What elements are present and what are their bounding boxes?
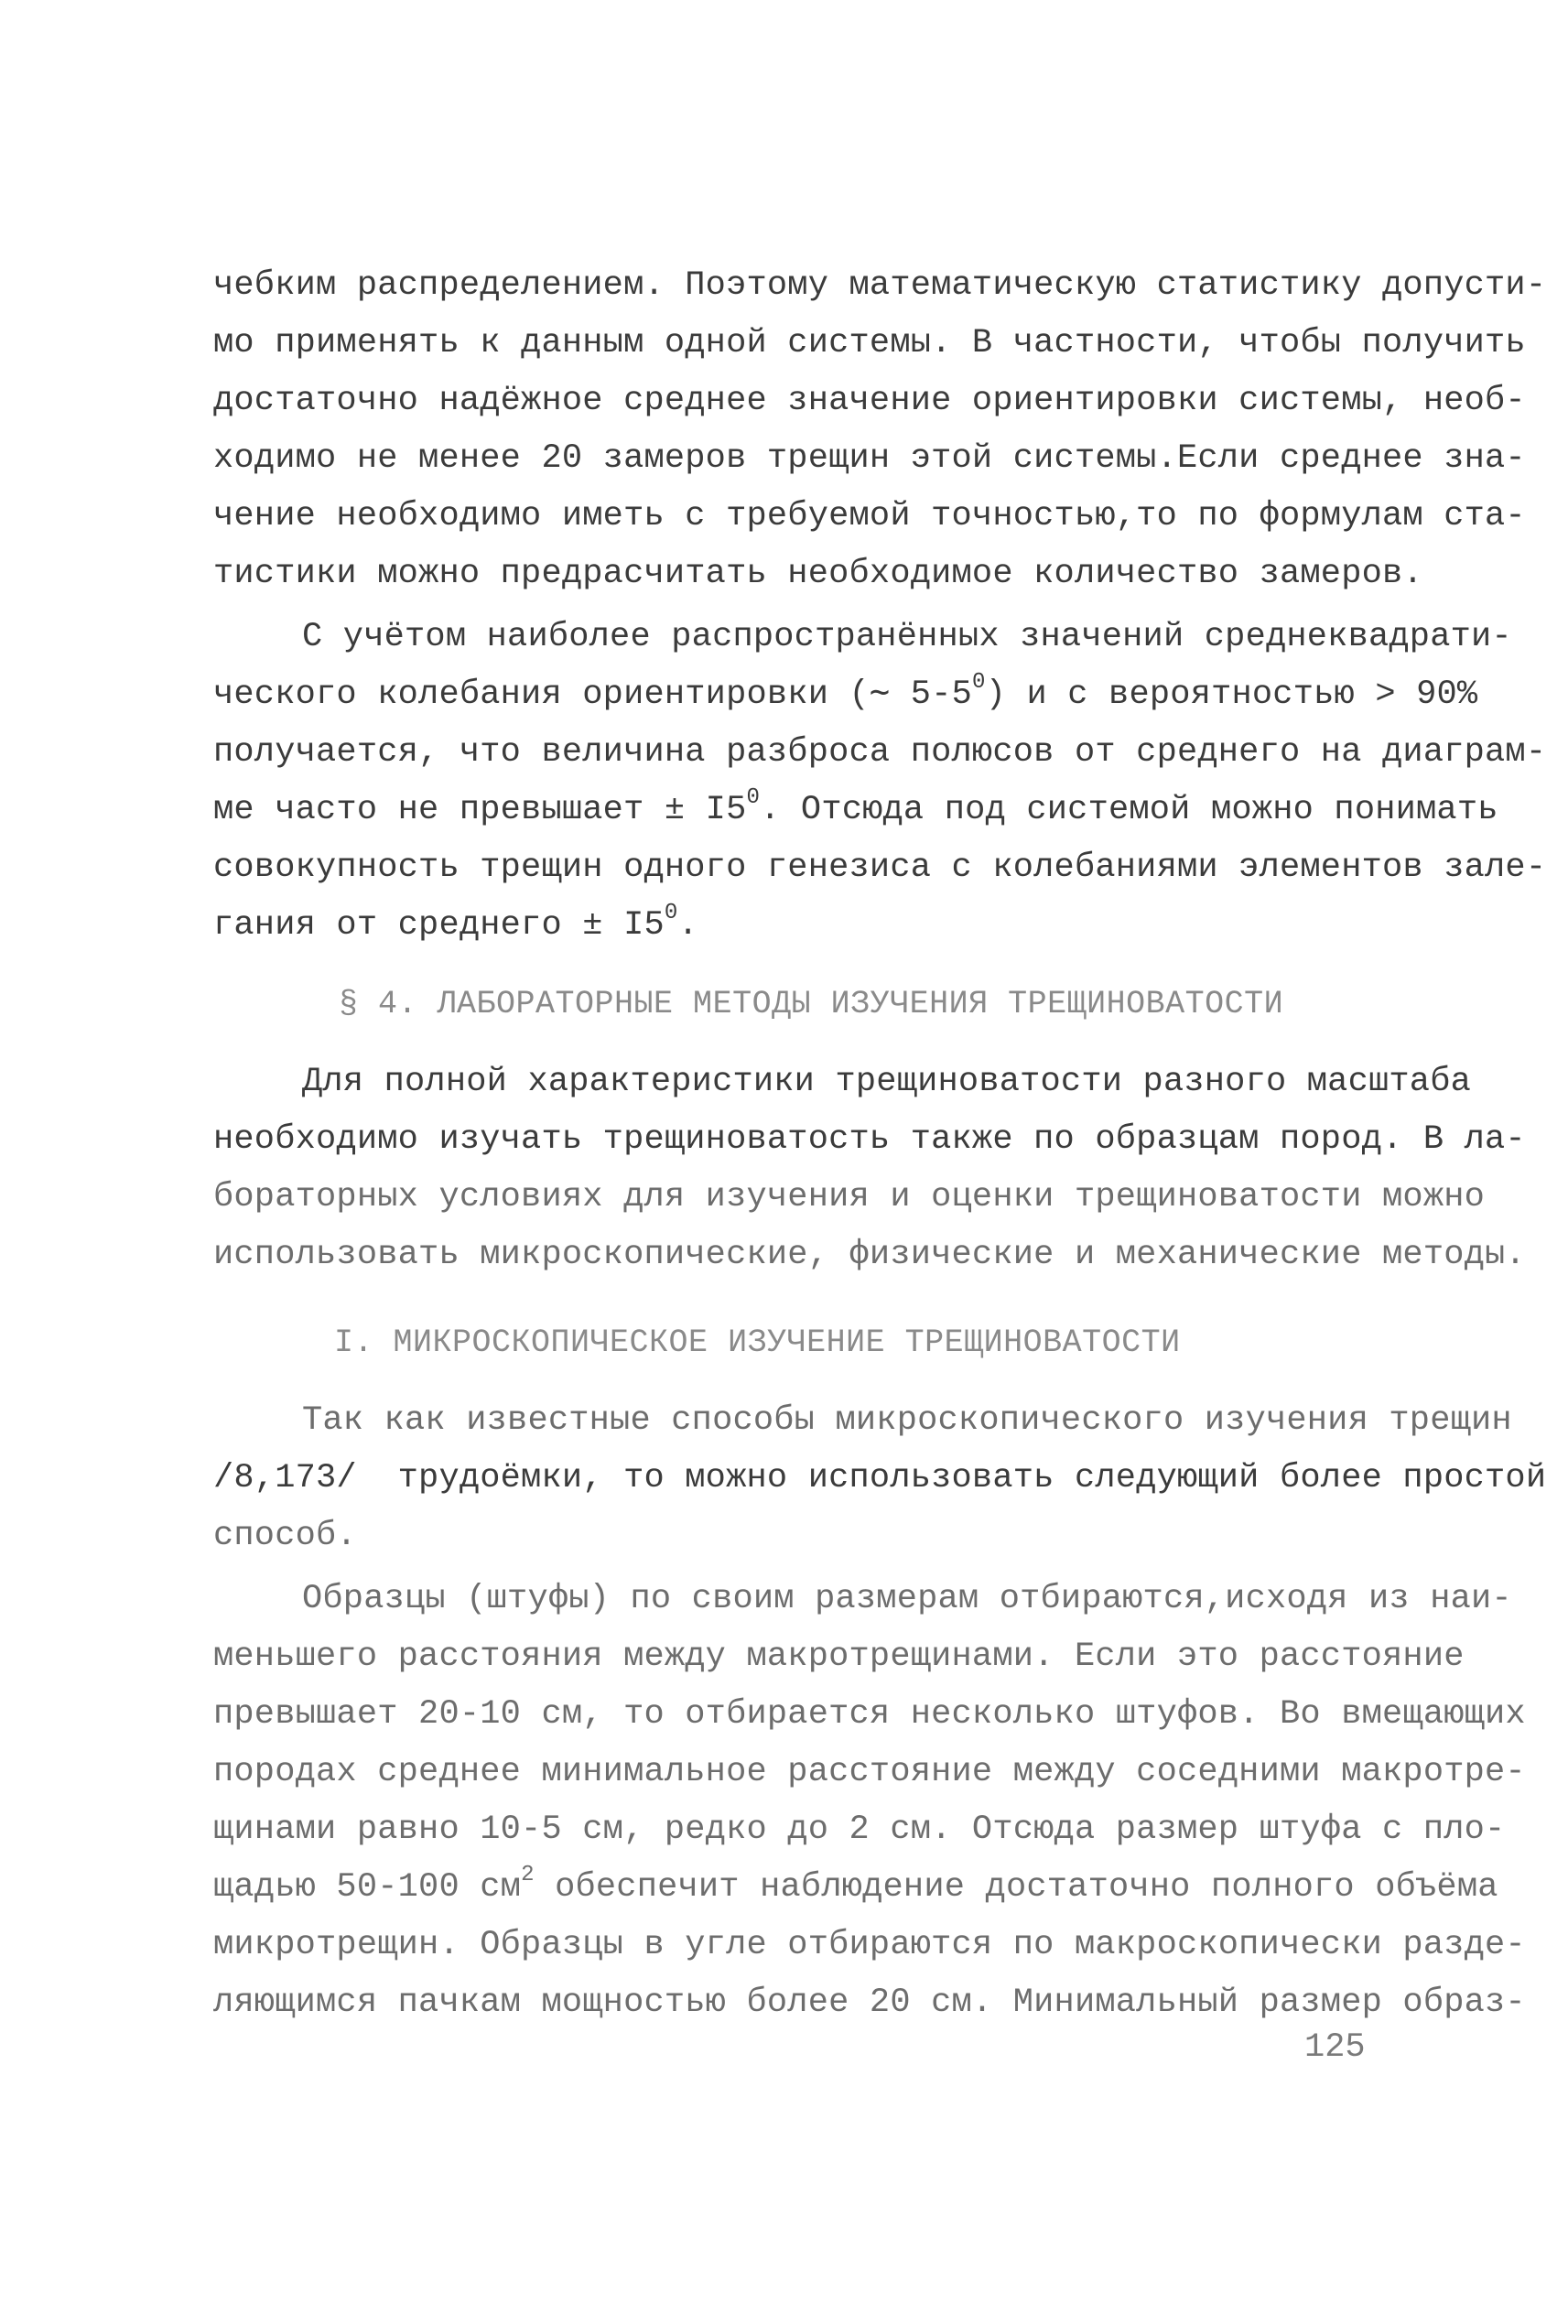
text-line: способ. xyxy=(213,1517,357,1555)
superscript-degree: 0 xyxy=(972,669,986,695)
text-line: чение необходимо иметь с требуемой точностью,то по формулам ста- xyxy=(213,497,1526,535)
superscript-degree: 0 xyxy=(664,900,678,925)
text-line: чебким распределением. Поэтому математическую статистику допусти- xyxy=(213,266,1547,305)
text-segment: ) и с вероятностью xyxy=(985,676,1376,714)
section-heading: § 4. ЛАБОРАТОРНЫЕ МЕТОДЫ ИЗУЧЕНИЯ ТРЕЩИНОВАТОСТИ xyxy=(339,986,1284,1022)
text-line: необходимо изучать трещиноватость также по образцам пород. В ла- xyxy=(213,1120,1526,1159)
text-line: использовать микроскопические, физические и механические методы. xyxy=(213,1236,1526,1274)
text-segment: обеспечит наблюдение достаточно полного объёма xyxy=(534,1868,1498,1907)
text-line: тистики можно предрасчитать необходимое количество замеров. xyxy=(213,555,1423,593)
text-line: ходимо не менее 20 замеров трещин этой системы.Если среднее зна- xyxy=(213,439,1526,478)
text-line-with-formula xyxy=(213,669,1478,715)
text-line: Так как известные способы микроскопического изучения трещин xyxy=(302,1401,1512,1440)
text-segment: щадью 50-100 см xyxy=(213,1868,522,1907)
text-line: /8,173/ трудоёмки, то можно использовать следующий более простой xyxy=(213,1459,1547,1497)
text-line-with-formula xyxy=(213,1862,1498,1908)
greater-than-symbol: > xyxy=(1375,676,1396,714)
text-line-with-formula xyxy=(213,784,1498,830)
text-segment: . xyxy=(677,906,698,945)
text-line: Для полной характеристики трещиноватости разного масштаба xyxy=(302,1063,1472,1101)
text-segment: ческого колебания ориентировки ( xyxy=(213,676,870,714)
text-line-with-formula xyxy=(213,900,698,946)
text-line: получается, что величина разброса полюсов от среднего на диаграм- xyxy=(213,733,1547,772)
text-line: породах среднее минимальное расстояние между соседними макротре- xyxy=(213,1753,1526,1791)
text-segment: . Отсюда под системой можно понимать xyxy=(760,791,1498,829)
text-line: меньшего расстояния между макротрещинами. Если это расстояние xyxy=(213,1638,1465,1676)
text-line: ляющимся пачкам мощностью более 20 см. Минимальный размер образ- xyxy=(213,1984,1526,2022)
text-line: Образцы (штуфы) по своим размерам отбираются,исходя из наи- xyxy=(302,1580,1512,1618)
text-line: превышает 20-10 см, то отбирается несколько штуфов. Во вмещающих xyxy=(213,1695,1526,1734)
text-line: щинами равно 10-5 см, редко до 2 см. Отсюда размер штуфа с пло- xyxy=(213,1811,1506,1849)
superscript-squared: 2 xyxy=(521,1862,535,1887)
superscript-degree: 0 xyxy=(746,784,761,810)
approx-symbol: ∼ xyxy=(869,676,891,714)
text-line: бораторных условиях для изучения и оценки трещиноватости можно xyxy=(213,1178,1486,1216)
text-segment: 90% xyxy=(1395,676,1478,714)
text-line: совокупность трещин одного генезиса с колебаниями элементов зале- xyxy=(213,849,1547,887)
text-line: микротрещин. Образцы в угле отбираются по макроскопически разде- xyxy=(213,1926,1526,1964)
text-segment: ме часто не превышает ± I5 xyxy=(213,791,747,829)
text-line: мо применять к данным одной системы. В частности, чтобы получить xyxy=(213,324,1526,362)
text-segment: 5-5 xyxy=(890,676,973,714)
subsection-heading: I. МИКРОСКОПИЧЕСКОЕ ИЗУЧЕНИЕ ТРЕЩИНОВАТОСТИ xyxy=(334,1324,1181,1361)
page-number: 125 xyxy=(1304,2028,1366,2067)
text-line: С учётом наиболее распространённых значений среднеквадрати- xyxy=(302,618,1512,656)
text-segment: гания от среднего ± I5 xyxy=(213,906,665,945)
text-line: достаточно надёжное среднее значение ориентировки системы, необ- xyxy=(213,382,1526,420)
